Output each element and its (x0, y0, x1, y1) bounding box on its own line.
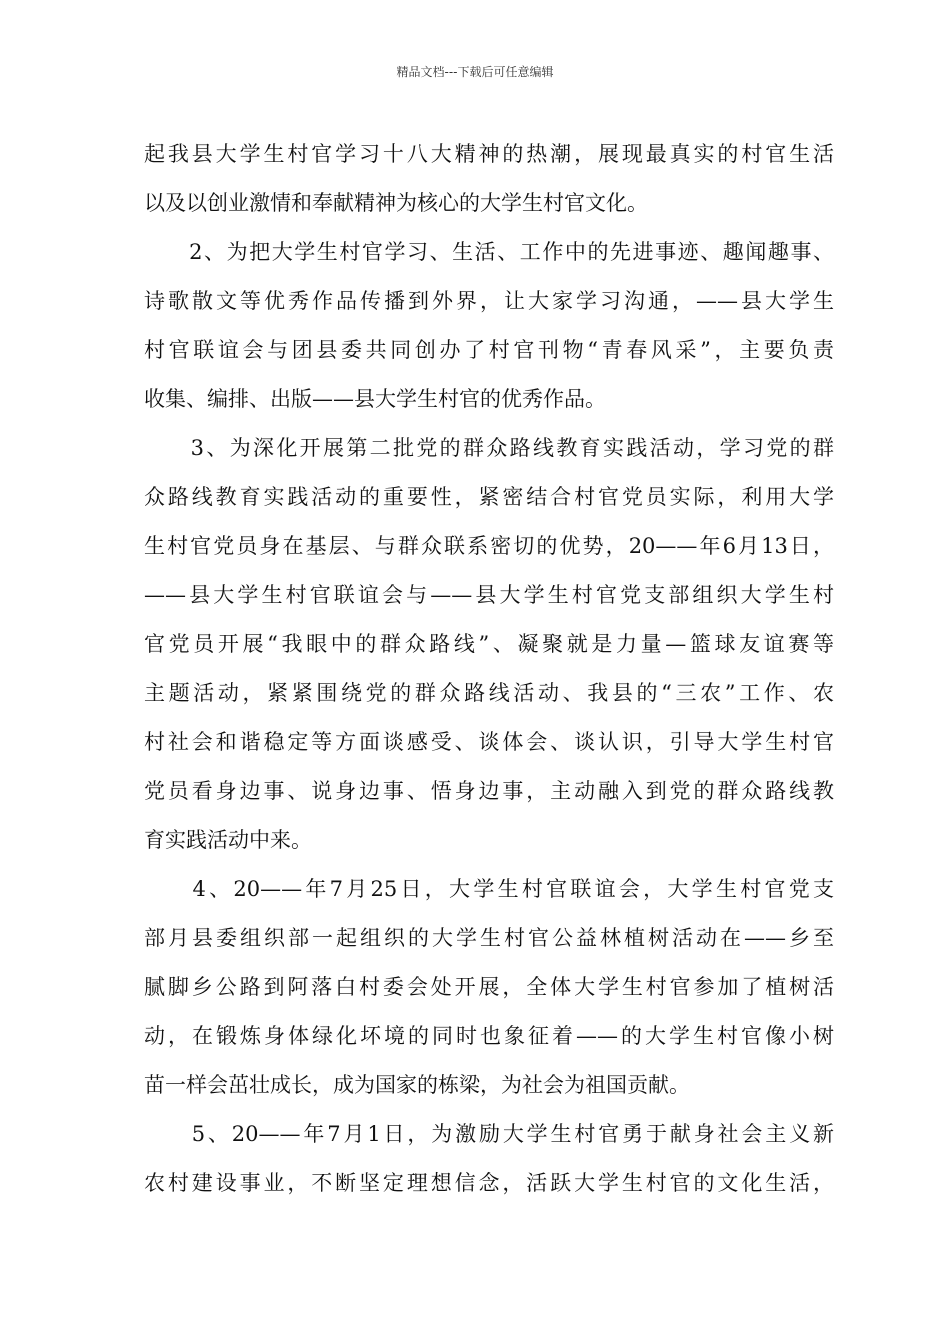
page-header: 精品文档---下载后可任意编辑 (396, 65, 554, 79)
text-line: 育实践活动中来。 (144, 828, 312, 852)
text-line: 主题活动，紧紧围绕党的群众路线活动、我县的“三农”工作、农 (144, 681, 834, 705)
text-line: 农村建设事业，不断坚定理想信念，活跃大学生村官的文化生活， (144, 1171, 834, 1195)
text-line: ——县大学生村官联谊会与——县大学生村官党支部组织大学生村 (144, 583, 834, 607)
text-line: 2、为把大学生村官学习、生活、工作中的先进事迹、趣闻趣事、 (144, 240, 834, 264)
text-line: 诗歌散文等优秀作品传播到外界，让大家学习沟通，——县大学生 (144, 289, 834, 313)
text-line: 腻脚乡公路到阿落白村委会处开展，全体大学生村官参加了植树活 (144, 975, 834, 999)
text-line: 动，在锻炼身体绿化坏境的同时也象征着——的大学生村官像小树 (144, 1024, 834, 1048)
document-body (144, 130, 834, 1208)
text-line: 收集、编排、出版——县大学生村官的优秀作品。 (144, 387, 606, 411)
text-line: 村社会和谐稳定等方面谈感受、谈体会、谈认识，引导大学生村官 (144, 730, 834, 754)
text-line: 部月县委组织部一起组织的大学生村官公益林植树活动在——乡至 (144, 926, 834, 950)
text-line: 4、20——年7月25日，大学生村官联谊会，大学生村官党支 (144, 877, 834, 901)
text-line: 5、20——年7月1日，为激励大学生村官勇于献身社会主义新 (144, 1122, 834, 1146)
text-line: 生村官党员身在基层、与群众联系密切的优势，20——年6月13日， (144, 534, 834, 558)
text-line: 官党员开展“我眼中的群众路线”、凝聚就是力量—篮球友谊赛等 (144, 632, 834, 656)
text-line: 3、为深化开展第二批党的群众路线教育实践活动，学习党的群 (144, 436, 834, 460)
text-line: 党员看身边事、说身边事、悟身边事，主动融入到党的群众路线教 (144, 779, 834, 803)
text-line: 众路线教育实践活动的重要性，紧密结合村官党员实际，利用大学 (144, 485, 834, 509)
text-line: 村官联谊会与团县委共同创办了村官刊物“青春风采”，主要负责 (144, 338, 834, 362)
text-line: 苗一样会茁壮成长，成为国家的栋梁，为社会为祖国贡献。 (144, 1073, 690, 1097)
text-line: 起我县大学生村官学习十八大精神的热潮，展现最真实的村官生活 (144, 142, 834, 166)
text-line: 以及以创业激情和奉献精神为核心的大学生村官文化。 (144, 191, 648, 215)
